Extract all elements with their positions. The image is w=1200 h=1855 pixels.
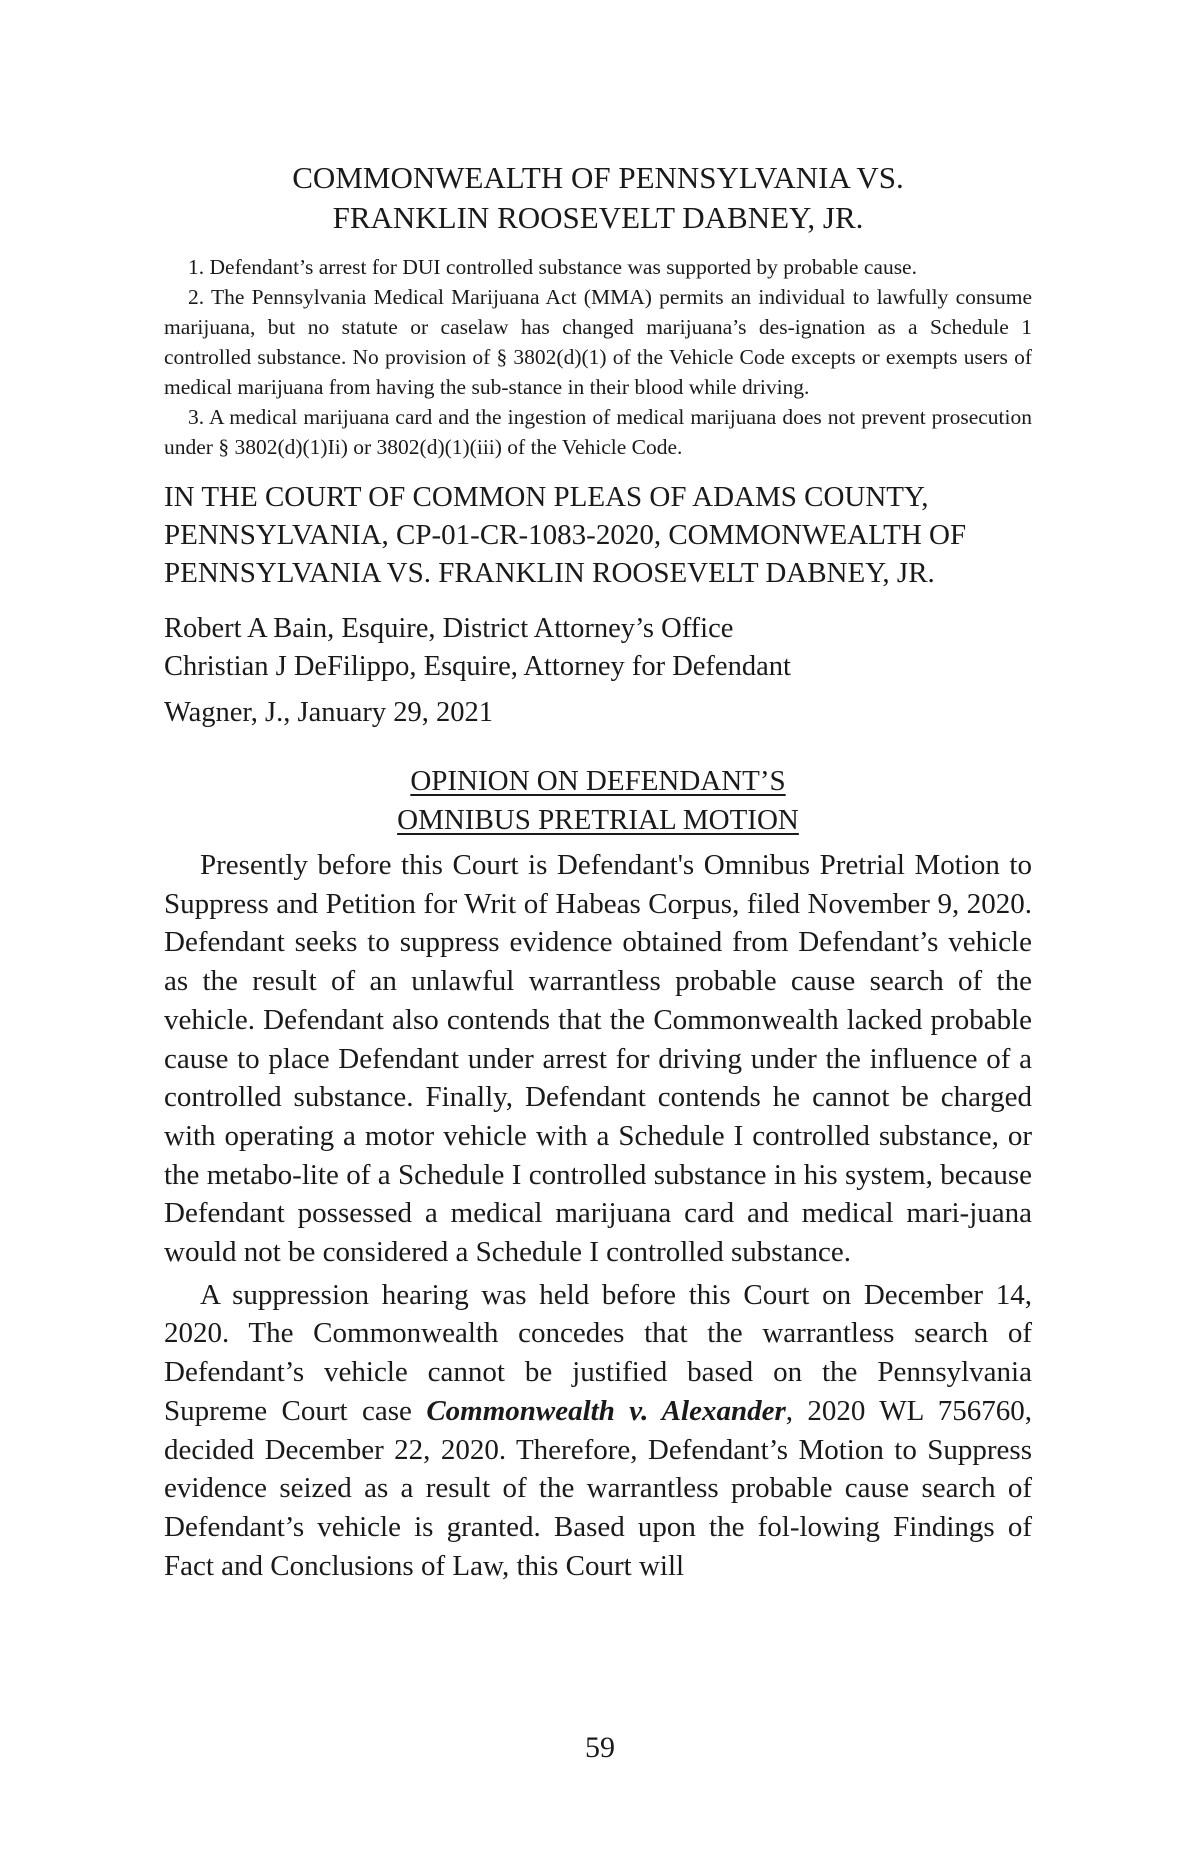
prosecution-counsel: Robert A Bain, Esquire, District Attorney’s Office (164, 613, 734, 644)
counsel-block (164, 610, 1032, 686)
caption-line-2: FRANKLIN ROOSEVELT DABNEY, JR. (332, 200, 864, 235)
opinion-heading (164, 762, 1032, 840)
opinion-paragraph-1: Presently before this Court is Defendant's Omnibus Pretrial Motion to Suppress and Petition for Writ of Habeas Corpus, filed November 9, 2020. Defendant seeks to suppress evidence obtained from Defendant’s vehicle as the result of an unlawful warrantless probable cause search of the vehicle. Defendant also contends that the Commonwealth lacked probable cause to place Defendant under arrest for driving under the influence of a controlled substance. Finally, Defendant contends he cannot be charged with operating a motor vehicle with a Schedule I controlled substance, or the metabo-lite of a Schedule I controlled substance in his system, because Defendant possessed a medical marijuana card and medical mari-juana would not be considered a Schedule I controlled substance. (164, 849, 1032, 1269)
headnotes (164, 252, 1032, 462)
court-line-2: PENNSYLVANIA, CP-01-CR-1083-2020, COMMONWEALTH OF (164, 519, 967, 551)
opinion-paragraph-2 (164, 1276, 1032, 1586)
court-line-1: IN THE COURT OF COMMON PLEAS OF ADAMS COUNTY, (164, 481, 929, 513)
case-citation-name: Commonwealth v. Alexander (426, 1394, 786, 1427)
opinion-heading-line-1: OPINION ON DEFENDANT’S (410, 765, 786, 797)
headnote-1: 1. Defendant’s arrest for DUI controlled substance was supported by probable cause. (188, 255, 917, 279)
caption-line-1: COMMONWEALTH OF PENNSYLVANIA VS. (292, 160, 904, 195)
headnote-2: 2. The Pennsylvania Medical Marijuana Act (MMA) permits an individual to lawfully consume marijuana, but no statute or caselaw has changed marijuana’s des-ignation as a Schedule 1 controlled substance. No provision of § 3802(d)(1) of the Vehicle Code excepts or exempts users of medical marijuana from having the sub-stance in their blood while driving. (164, 285, 1032, 399)
page-content (164, 158, 1032, 1589)
paragraph-2-text-after: , 2020 WL 756760, decided December 22, 2020. Therefore, Defendant’s Motion to Suppress evidence seized as a result of the warrantless probable cause search of Defendant’s vehicle is granted. Based upon the fol-lowing Findings of Fact and Conclusions of Law, this Court will (164, 1394, 1032, 1582)
court-designation (164, 478, 1032, 592)
judge-date-line: Wagner, J., January 29, 2021 (164, 697, 493, 728)
page-number: 59 (585, 1731, 615, 1764)
case-caption (164, 158, 1032, 238)
opinion-heading-line-2: OMNIBUS PRETRIAL MOTION (397, 804, 799, 836)
court-line-3: PENNSYLVANIA VS. FRANKLIN ROOSEVELT DABNEY, JR. (164, 557, 935, 589)
defense-counsel: Christian J DeFilippo, Esquire, Attorney for Defendant (164, 651, 791, 682)
paragraph-2-text-before: A suppression hearing was held before this Court on December 14, 2020. The Commonwealth concedes that the warrantless search of Defendant’s vehicle cannot be justified based on the Pennsylvania Supreme Court case (164, 1278, 1032, 1427)
headnote-3: 3. A medical marijuana card and the ingestion of medical marijuana does not prevent prosecution under § 3802(d)(1)Ii) or 3802(d)(1)(iii) of the Vehicle Code. (164, 405, 1032, 459)
